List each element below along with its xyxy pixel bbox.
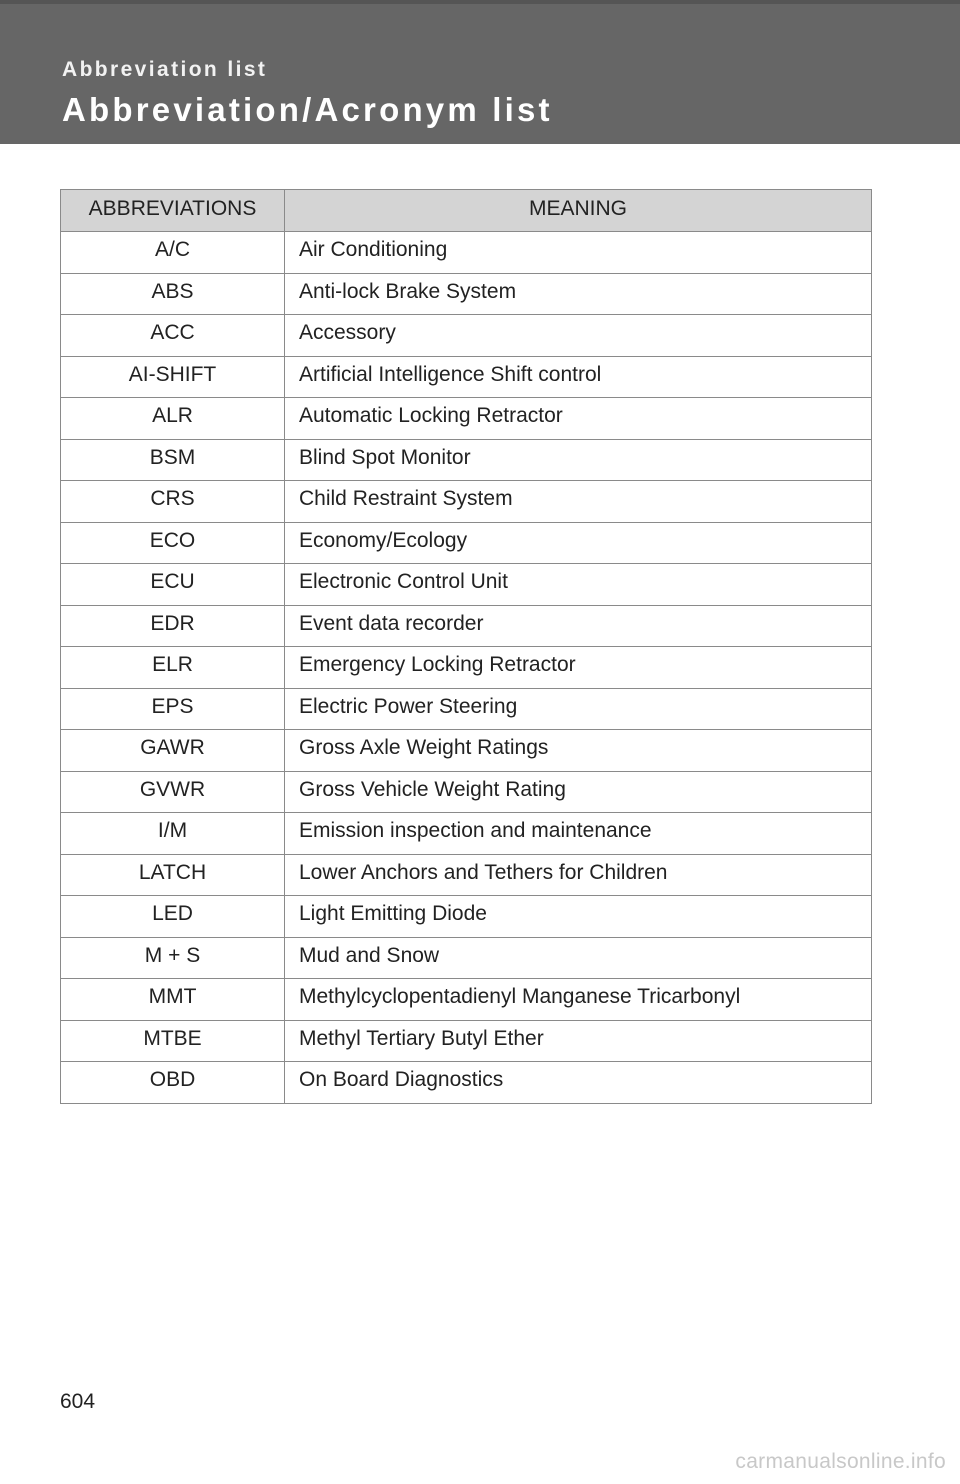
table-row — [61, 647, 872, 689]
table-row — [61, 315, 872, 357]
meaning-cell: Electric Power Steering — [285, 688, 872, 730]
meaning-cell: Gross Vehicle Weight Rating — [285, 771, 872, 813]
abbreviation-cell: M + S — [61, 937, 285, 979]
page-number: 604 — [60, 1390, 96, 1413]
table-body — [61, 232, 872, 1104]
abbreviation-cell: BSM — [61, 439, 285, 481]
table-row — [61, 398, 872, 440]
table-row — [61, 522, 872, 564]
meaning-cell: Methyl Tertiary Butyl Ether — [285, 1020, 872, 1062]
meaning-cell: Lower Anchors and Tethers for Children — [285, 854, 872, 896]
abbreviation-cell: GAWR — [61, 730, 285, 772]
table-row — [61, 688, 872, 730]
table-row — [61, 730, 872, 772]
abbreviation-cell: ALR — [61, 398, 285, 440]
column-header-meaning: MEANING — [285, 190, 872, 232]
meaning-cell: Anti-lock Brake System — [285, 273, 872, 315]
abbreviation-cell: A/C — [61, 232, 285, 274]
abbreviation-cell: GVWR — [61, 771, 285, 813]
meaning-cell: Accessory — [285, 315, 872, 357]
meaning-cell: Air Conditioning — [285, 232, 872, 274]
table-row — [61, 937, 872, 979]
abbreviation-cell: EPS — [61, 688, 285, 730]
abbreviation-cell: ECU — [61, 564, 285, 606]
table-row — [61, 481, 872, 523]
table-row — [61, 1062, 872, 1104]
abbreviation-cell: ECO — [61, 522, 285, 564]
meaning-cell: Emergency Locking Retractor — [285, 647, 872, 689]
abbreviation-cell: I/M — [61, 813, 285, 855]
abbreviation-cell: MMT — [61, 979, 285, 1021]
table-row — [61, 439, 872, 481]
table-row — [61, 564, 872, 606]
table-row — [61, 273, 872, 315]
meaning-cell: Child Restraint System — [285, 481, 872, 523]
abbreviation-cell: CRS — [61, 481, 285, 523]
table-row — [61, 979, 872, 1021]
abbreviation-table — [60, 189, 872, 1104]
table-row — [61, 813, 872, 855]
meaning-cell: Electronic Control Unit — [285, 564, 872, 606]
meaning-cell: Artificial Intelligence Shift control — [285, 356, 872, 398]
meaning-cell: On Board Diagnostics — [285, 1062, 872, 1104]
page-title: Abbreviation/Acronym list — [62, 91, 553, 128]
meaning-cell: Mud and Snow — [285, 937, 872, 979]
meaning-cell: Light Emitting Diode — [285, 896, 872, 938]
section-label: Abbreviation list — [62, 58, 268, 81]
abbreviation-cell: ABS — [61, 273, 285, 315]
meaning-cell: Automatic Locking Retractor — [285, 398, 872, 440]
header-top-divider — [0, 0, 960, 4]
abbreviation-cell: AI-SHIFT — [61, 356, 285, 398]
meaning-cell: Gross Axle Weight Ratings — [285, 730, 872, 772]
meaning-cell: Economy/Ecology — [285, 522, 872, 564]
page-header — [0, 0, 960, 144]
meaning-cell: Emission inspection and maintenance — [285, 813, 872, 855]
table-row — [61, 1020, 872, 1062]
meaning-cell: Methylcyclopentadienyl Manganese Tricarbonyl — [285, 979, 872, 1021]
table-row — [61, 896, 872, 938]
abbreviation-cell: LATCH — [61, 854, 285, 896]
abbreviation-cell: ACC — [61, 315, 285, 357]
abbreviation-cell: MTBE — [61, 1020, 285, 1062]
column-header-abbreviations: ABBREVIATIONS — [61, 190, 285, 232]
table-row — [61, 854, 872, 896]
abbreviation-cell: OBD — [61, 1062, 285, 1104]
table-row — [61, 356, 872, 398]
table-header-row — [61, 190, 872, 232]
table-row — [61, 232, 872, 274]
abbreviation-cell: LED — [61, 896, 285, 938]
abbreviation-cell: EDR — [61, 605, 285, 647]
meaning-cell: Event data recorder — [285, 605, 872, 647]
meaning-cell: Blind Spot Monitor — [285, 439, 872, 481]
table-row — [61, 605, 872, 647]
abbreviation-cell: ELR — [61, 647, 285, 689]
watermark: carmanualsonline.info — [735, 1450, 946, 1473]
table-row — [61, 771, 872, 813]
